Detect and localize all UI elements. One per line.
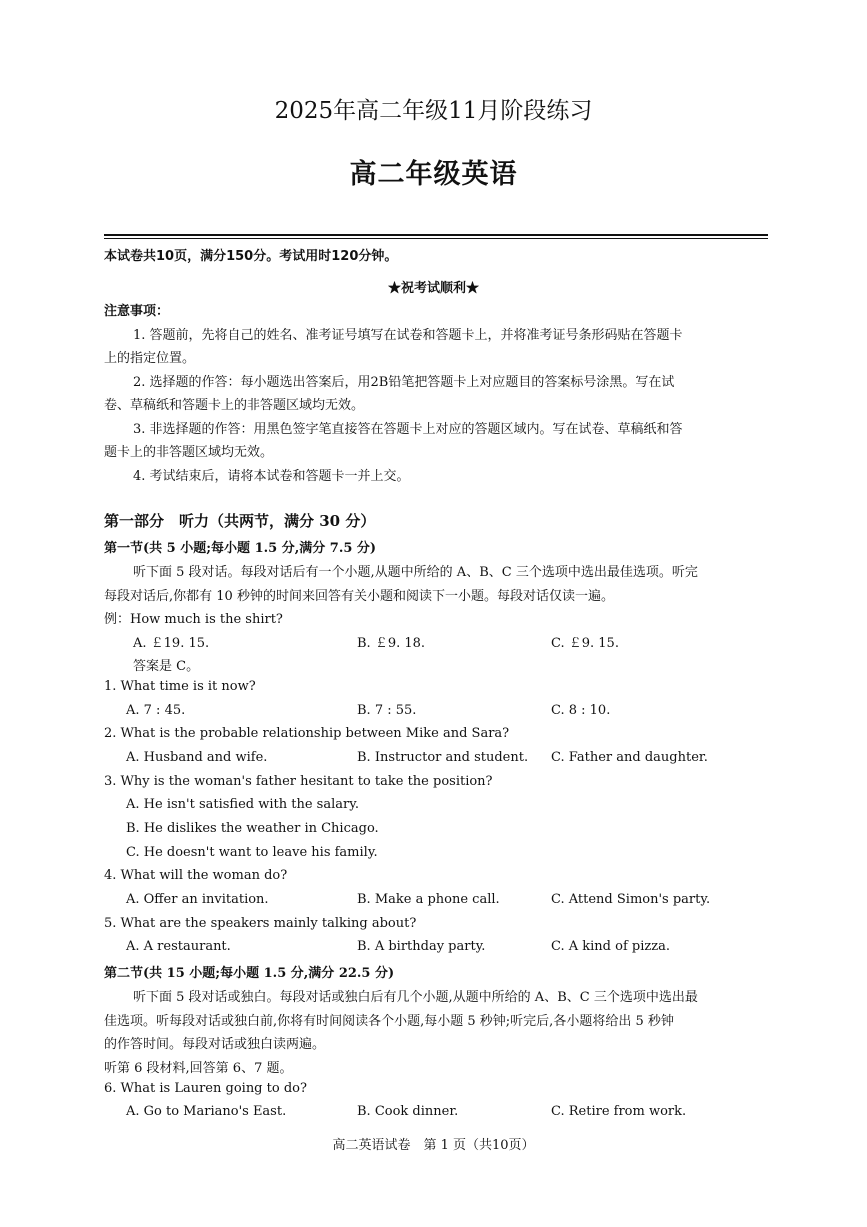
question-4: 4. What will the woman do? <box>104 868 288 883</box>
section2-instruction-line-3: 的作答时间。每段对话或独白读两遍。 <box>104 1037 326 1052</box>
note-1-line-2: 上的指定位置。 <box>104 351 196 366</box>
q3-option-c: C. He doesn't want to leave his family. <box>126 845 378 860</box>
question-5: 5. What are the speakers mainly talking about? <box>104 916 417 931</box>
section1-instruction-line-2: 每段对话后,你都有 10 秒钟的时间来回答有关小题和阅读下一小题。每段对话仅读一遍。 <box>104 589 614 604</box>
subject-title: 高二年级英语 <box>349 159 518 190</box>
q3-option-b: B. He dislikes the weather in Chicago. <box>126 821 379 836</box>
example-answer: 答案是 C。 <box>133 659 200 674</box>
note-2-line-1: 2. 选择题的作答：每小题选出答案后，用2B铅笔把答题卡上对应题目的答案标号涂黑。写在试 <box>133 375 675 390</box>
section2-instruction-line-1: 听下面 5 段对话或独白。每段对话或独白后有几个小题,从题中所给的 A、B、C 三个选项中选出最 <box>133 990 698 1005</box>
double-rule-top <box>104 234 768 236</box>
q1-option-b: B. 7 : 55. <box>357 703 417 718</box>
part1-heading: 第一部分 听力（共两节，满分 30 分） <box>104 512 376 530</box>
example-option-a: A. ￡19. 15. <box>133 636 210 651</box>
q6-option-a: A. Go to Mariano's East. <box>126 1104 287 1119</box>
question-6: 6. What is Lauren going to do? <box>104 1081 307 1096</box>
note-2-line-2: 卷、草稿纸和答题卡上的非答题区域均无效。 <box>104 398 365 413</box>
double-rule-bottom <box>104 238 768 239</box>
question-1: 1. What time is it now? <box>104 679 256 694</box>
note-3-line-1: 3. 非选择题的作答：用黑色签字笔直接答在答题卡上对应的答题区域内。写在试卷、草稿纸和答 <box>133 422 683 437</box>
notes-heading: 注意事项： <box>104 304 170 319</box>
example-option-b: B. ￡9. 18. <box>357 636 426 651</box>
q4-option-c: C. Attend Simon's party. <box>551 892 711 907</box>
example-question: 例：How much is the shirt? <box>104 612 283 627</box>
material-note: 听第 6 段材料,回答第 6、7 题。 <box>104 1061 293 1076</box>
q6-option-c: C. Retire from work. <box>551 1104 687 1119</box>
exam-title: 2025年高二年级11月阶段练习 <box>274 98 593 124</box>
q5-option-b: B. A birthday party. <box>357 939 486 954</box>
note-4: 4. 考试结束后，请将本试卷和答题卡一并上交。 <box>133 469 410 484</box>
section2-instruction-line-2: 佳选项。听每段对话或独白前,你将有时间阅读各个小题,每小题 5 秒钟;听完后,各小题将给出 5 秒钟 <box>104 1014 674 1029</box>
exam-info: 本试卷共10页，满分150分。考试用时120分钟。 <box>104 249 398 264</box>
q5-option-c: C. A kind of pizza. <box>551 939 670 954</box>
section1-heading: 第一节(共 5 小题;每小题 1.5 分,满分 7.5 分) <box>104 541 377 556</box>
q3-option-a: A. He isn't satisfied with the salary. <box>126 797 359 812</box>
note-1-line-1: 1. 答题前，先将自己的姓名、准考证号填写在试卷和答题卡上，并将准考证号条形码贴在答题卡 <box>133 328 683 343</box>
section2-heading: 第二节(共 15 小题;每小题 1.5 分,满分 22.5 分) <box>104 966 395 981</box>
q2-option-a: A. Husband and wife. <box>126 750 268 765</box>
question-3: 3. Why is the woman's father hesitant to take the position? <box>104 774 493 789</box>
blessing: ★祝考试顺利★ <box>387 281 479 296</box>
page-footer: 高二英语试卷 第 1 页（共10页） <box>332 1138 535 1153</box>
question-2: 2. What is the probable relationship between Mike and Sara? <box>104 726 510 741</box>
q5-option-a: A. A restaurant. <box>126 939 231 954</box>
q1-option-c: C. 8 : 10. <box>551 703 611 718</box>
q2-option-c: C. Father and daughter. <box>551 750 708 765</box>
q4-option-b: B. Make a phone call. <box>357 892 500 907</box>
q1-option-a: A. 7 : 45. <box>126 703 186 718</box>
q4-option-a: A. Offer an invitation. <box>126 892 269 907</box>
note-3-line-2: 题卡上的非答题区域均无效。 <box>104 445 274 460</box>
section1-instruction-line-1: 听下面 5 段对话。每段对话后有一个小题,从题中所给的 A、B、C 三个选项中选出最佳选项。听完 <box>133 565 698 580</box>
example-option-c: C. ￡9. 15. <box>551 636 619 651</box>
q6-option-b: B. Cook dinner. <box>357 1104 459 1119</box>
q2-option-b: B. Instructor and student. <box>357 750 529 765</box>
